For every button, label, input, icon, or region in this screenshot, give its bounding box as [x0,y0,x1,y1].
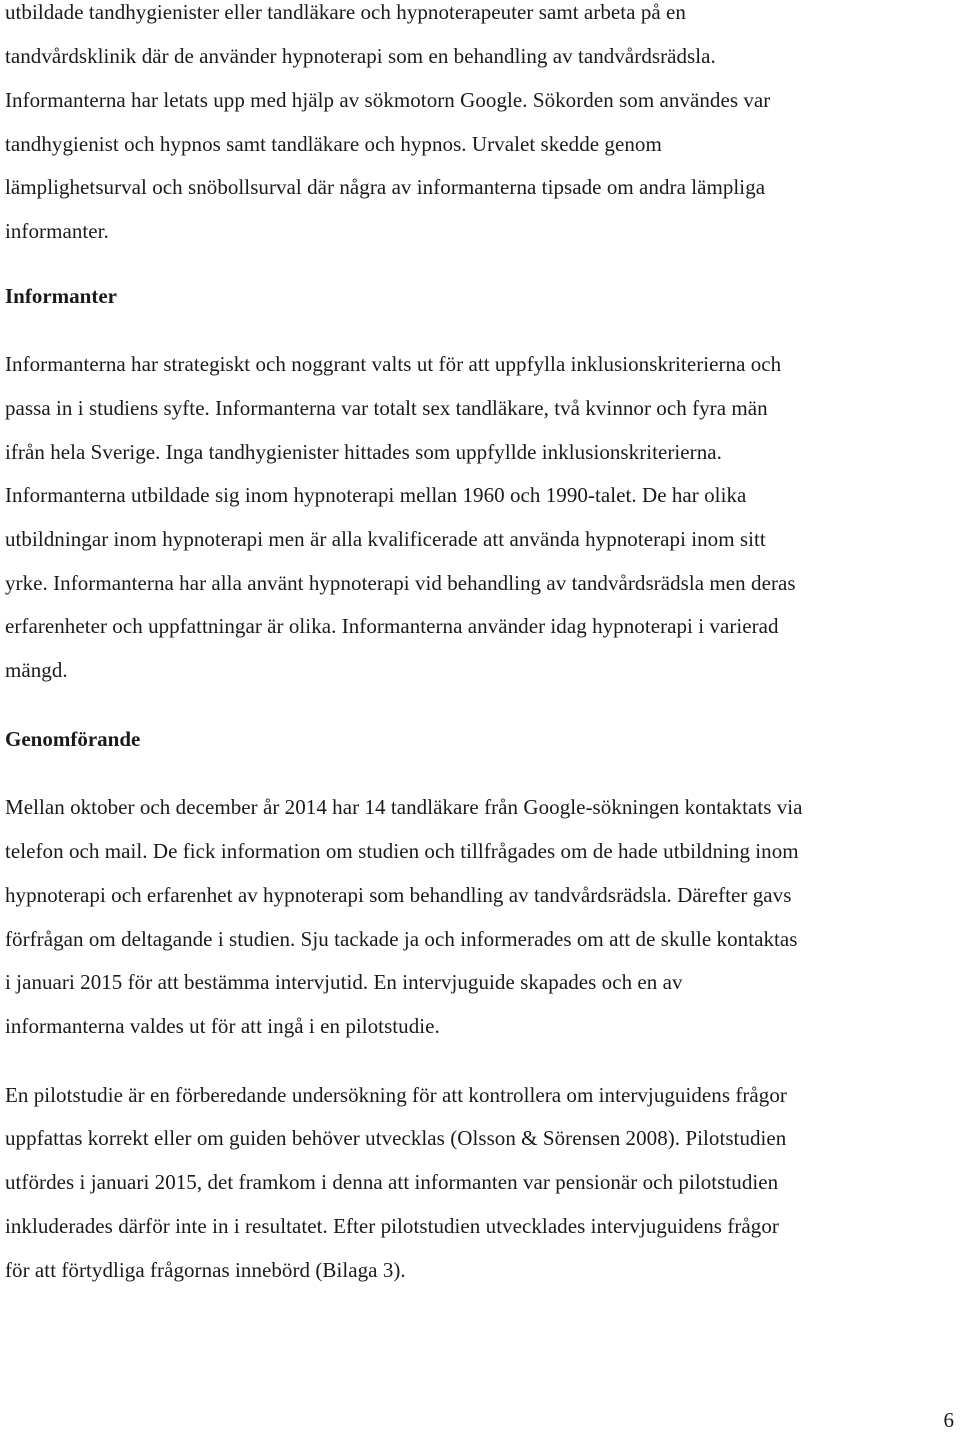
text-line: utbildade tandhygienister eller tandläkare och hypnoterapeuter samt arbeta på en [5,0,686,24]
text-line: hypnoterapi och erfarenhet av hypnoterapi som behandling av tandvårdsrädsla. Därefter gavs [5,883,792,907]
text-line: utbildningar inom hypnoterapi men är alla kvalificerade att använda hypnoterapi inom sitt [5,527,766,551]
page-number: 6 [943,1408,954,1432]
text-line: ifrån hela Sverige. Inga tandhygienister hittades som uppfyllde inklusionskriterierna. [5,440,722,464]
text-line: passa in i studiens syfte. Informanterna var totalt sex tandläkare, två kvinnor och fyra män [5,396,768,420]
text-line: i januari 2015 för att bestämma intervjutid. En intervjuguide skapades och en av [5,970,683,994]
text-line: Informanterna utbildade sig inom hypnoterapi mellan 1960 och 1990-talet. De har olika [5,483,747,507]
text-line: Mellan oktober och december år 2014 har 14 tandläkare från Google-sökningen kontaktats via [5,795,803,819]
text-line: telefon och mail. De fick information om studien och tillfrågades om de hade utbildning inom [5,839,799,863]
text-line: mängd. [5,658,68,682]
text-line: uppfattas korrekt eller om guiden behöver utvecklas (Olsson & Sörensen 2008). Pilotstudien [5,1126,787,1150]
text-line: En pilotstudie är en förberedande undersökning för att kontrollera om intervjuguidens frågor [5,1083,787,1107]
text-line: tandvårdsklinik där de använder hypnoterapi som en behandling av tandvårdsrädsla. [5,44,716,68]
text-line: inkluderades därför inte in i resultatet. Efter pilotstudien utvecklades intervjuguidens frågor [5,1214,779,1238]
text-line: för att förtydliga frågornas innebörd (Bilaga 3). [5,1258,406,1282]
text-line: tandhygienist och hypnos samt tandläkare och hypnos. Urvalet skedde genom [5,132,662,156]
text-line: yrke. Informanterna har alla använt hypnoterapi vid behandling av tandvårdsrädsla men deras [5,571,796,595]
text-line: erfarenheter och uppfattningar är olika. Informanterna använder idag hypnoterapi i varierad [5,614,779,638]
text-line: Informanterna har strategiskt och noggrant valts ut för att uppfylla inklusionskriterierna och [5,352,782,376]
section-heading-informanter: Informanter [5,284,117,308]
text-line: Informanterna har letats upp med hjälp av sökmotorn Google. Sökorden som användes var [5,88,771,112]
text-line: utfördes i januari 2015, det framkom i denna att informanten var pensionär och pilotstudien [5,1170,779,1194]
section-heading-genomforande: Genomförande [5,727,141,751]
text-line: lämplighetsurval och snöbollsurval där några av informanterna tipsade om andra lämpliga [5,175,766,199]
text-line: informanterna valdes ut för att ingå i en pilotstudie. [5,1014,440,1038]
text-line: informanter. [5,219,109,243]
text-line: förfrågan om deltagande i studien. Sju tackade ja och informerades om att de skulle kontaktas [5,927,798,951]
